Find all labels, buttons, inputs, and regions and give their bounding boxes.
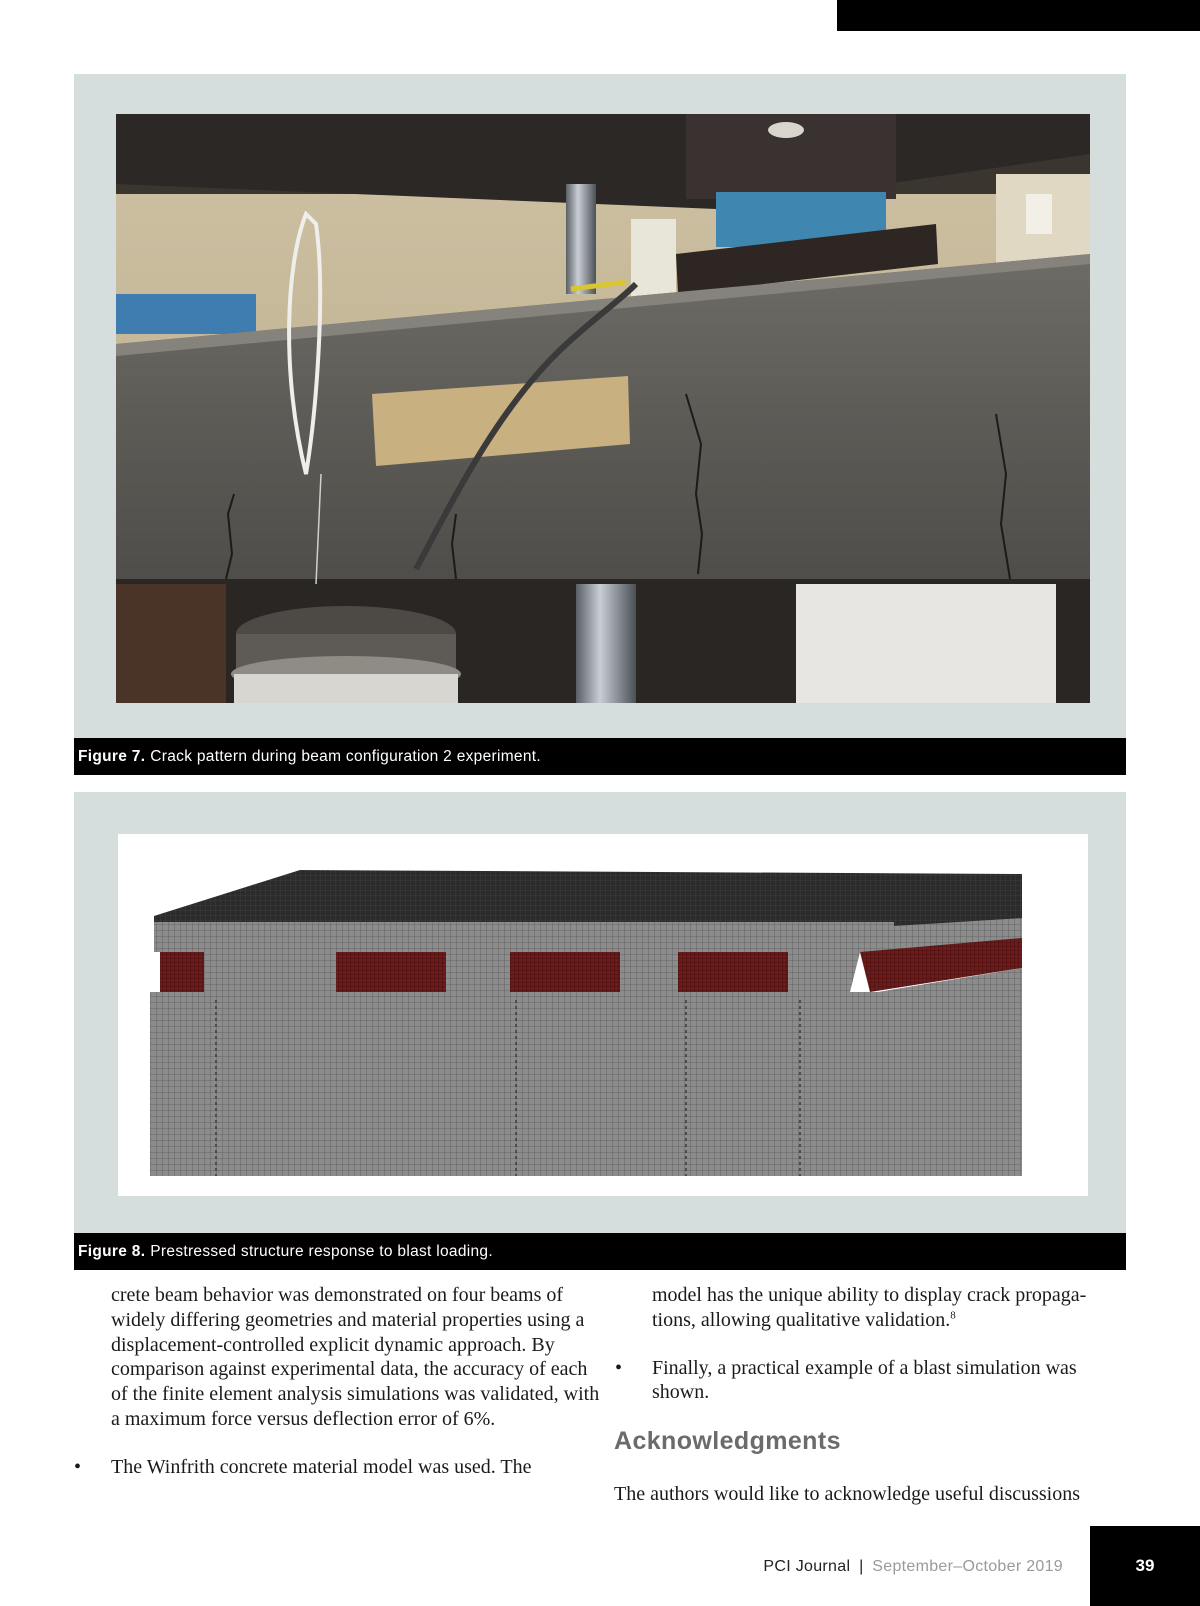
right-paragraph [652, 1283, 1122, 1333]
journal-name: PCI Journal [763, 1558, 851, 1575]
acknowledgments-text: The authors would like to acknowledge useful discussions [614, 1483, 1081, 1505]
figure-7-photo [116, 114, 1090, 703]
right-bullet-item [615, 1356, 1122, 1406]
header-black-tab [837, 0, 1200, 31]
reference-8: 8 [950, 1309, 956, 1322]
left-bullet-text: The Winfrith concrete material model was used. The [111, 1455, 532, 1478]
acknowledgments-heading: Acknowledgments [614, 1427, 841, 1455]
left-column [74, 1283, 601, 1480]
right-paragraph-text: model has the unique ability to display crack propaga-tions, allowing qualitative validation. [652, 1284, 1087, 1331]
figure-8-fem-model [150, 870, 1050, 1176]
footer [763, 1558, 1063, 1576]
figure-7-caption [74, 738, 1126, 775]
bullet-marker: • [615, 1356, 623, 1379]
figure-8-caption [74, 1233, 1126, 1270]
figure-8-text: Prestressed structure response to blast loading. [150, 1242, 493, 1260]
footer-separator: | [859, 1558, 864, 1575]
left-bullet-item [74, 1455, 601, 1480]
figure-7-text: Crack pattern during beam configuration 2 experiment. [150, 747, 541, 765]
page-number: 39 [1090, 1526, 1200, 1606]
issue-date: September–October 2019 [872, 1558, 1063, 1575]
right-bullet-text: Finally, a practical example of a blast simulation was shown. [652, 1356, 1077, 1404]
figure-8-label: Figure 8. [78, 1242, 146, 1260]
figure-7-label: Figure 7. [78, 747, 146, 765]
bullet-marker: • [74, 1455, 82, 1478]
left-paragraph: crete beam behavior was demonstrated on four beams of widely differing geometries and material properties using a displacement-controlled explicit dynamic approach. By comparison against experimental data, the accuracy of each of the finite element analysis simulations was validated, with a maximum force versus deflection error of 6%. [111, 1284, 600, 1430]
right-column [615, 1283, 1122, 1405]
